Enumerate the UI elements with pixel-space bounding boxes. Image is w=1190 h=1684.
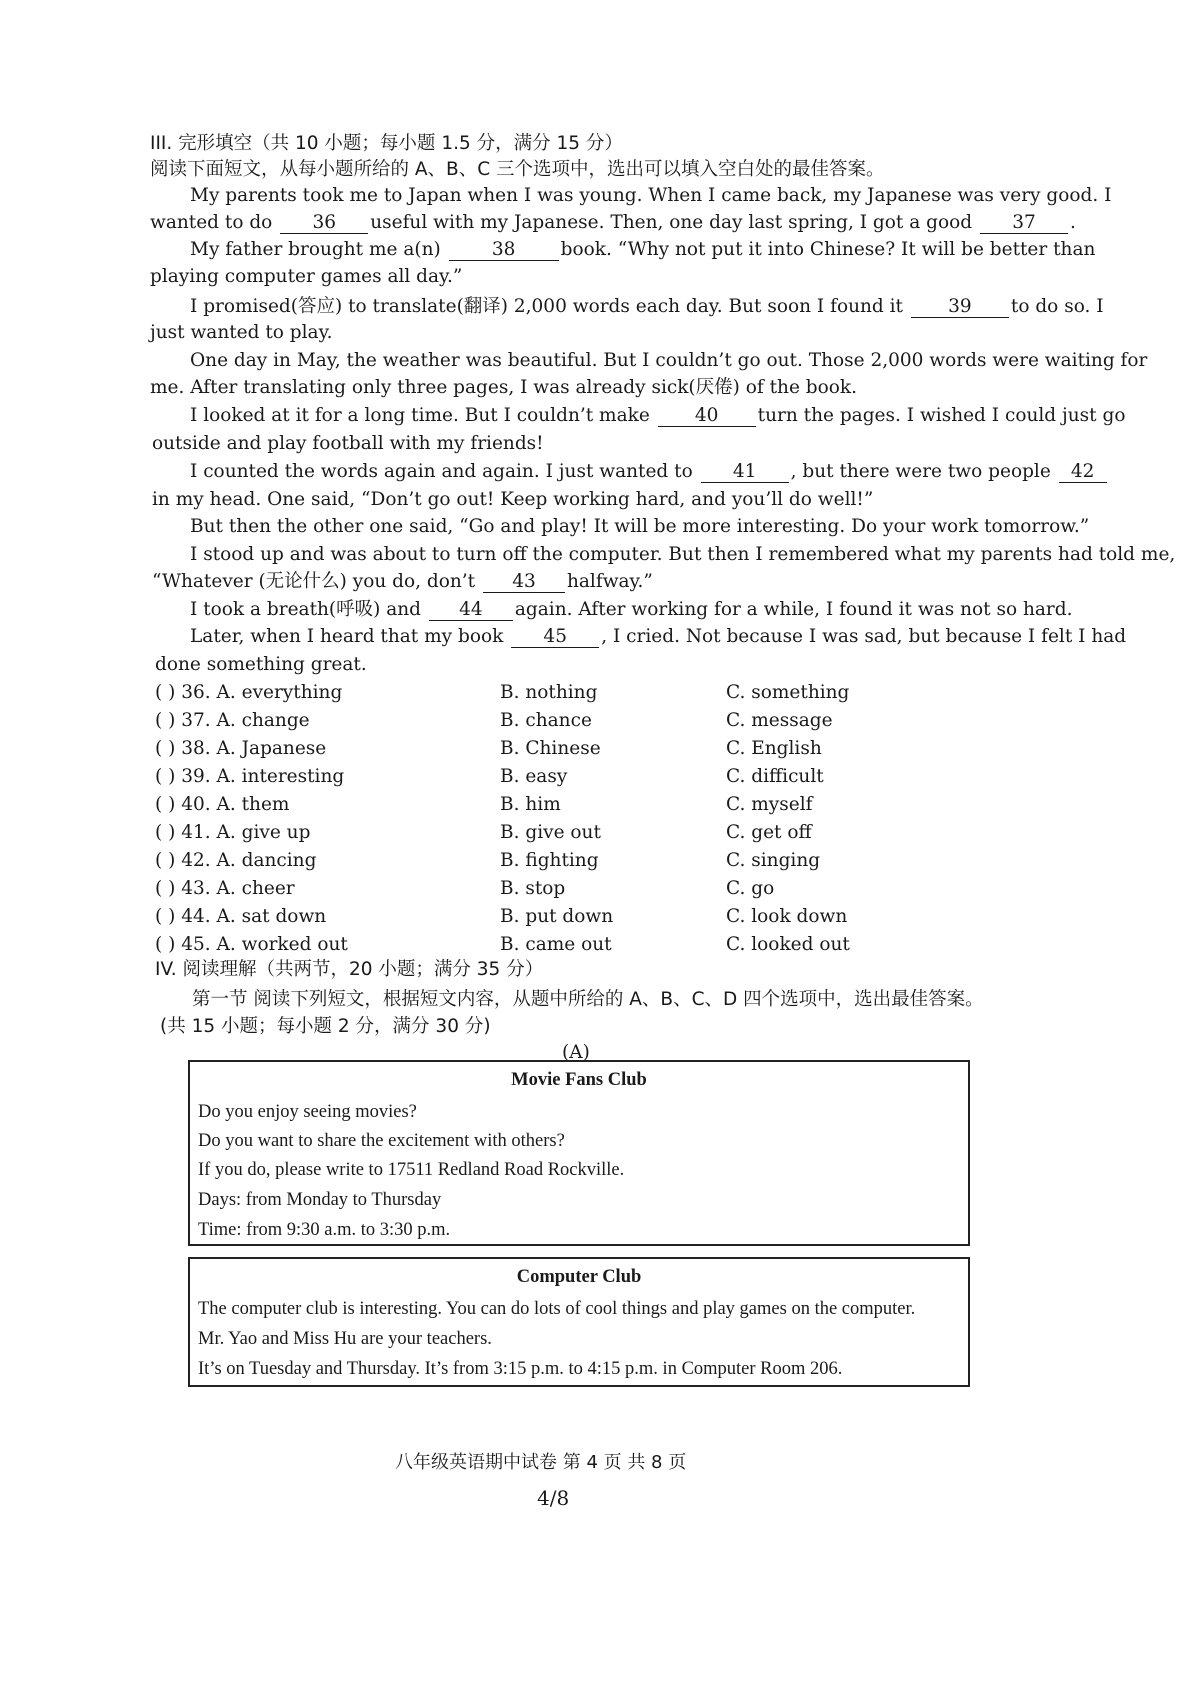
blank-43[interactable]: 43 [483, 572, 565, 593]
passage-text: I looked at it for a long time. But I couldn’t make [190, 405, 650, 426]
passage-text: useful with my Japanese. Then, one day last spring, I got a good [370, 212, 973, 233]
option-q42-c[interactable]: C. singing [726, 850, 821, 871]
passage-text: , I cried. Not because I was sad, but because I felt I had [601, 626, 1127, 647]
passage-text: I counted the words again and again. I just wanted to [190, 461, 693, 482]
blank-40[interactable]: 40 [658, 406, 756, 427]
passage-line: I stood up and was about to turn off the computer. But then I remembered what my parents had told me, [190, 544, 1176, 565]
passage-line: me. After translating only three pages, I was already sick(厌倦) of the book. [150, 377, 858, 398]
computer-club-box [188, 1257, 970, 1387]
box-line: Do you enjoy seeing movies? [198, 1102, 417, 1122]
option-q38-c[interactable]: C. English [726, 738, 822, 759]
option-q45-b[interactable]: B. came out [500, 934, 612, 955]
option-q43-b[interactable]: B. stop [500, 878, 566, 899]
box-line: Days: from Monday to Thursday [198, 1190, 442, 1210]
passage-line: One day in May, the weather was beautiful. But I couldn’t go out. Those 2,000 words were waiting for [190, 350, 1148, 371]
passage-line: But then the other one said, “Go and play! It will be more interesting. Do your work tomorrow.” [190, 516, 1090, 537]
passage-line: just wanted to play. [150, 322, 333, 343]
passage-text: “Whatever (无论什么) you do, don’t [152, 571, 476, 592]
option-q37-b[interactable]: B. chance [500, 710, 592, 731]
passage-line: playing computer games all day.” [150, 266, 463, 287]
option-q44-b[interactable]: B. put down [500, 906, 614, 927]
option-q44-a[interactable]: ( ) 44. A. sat down [155, 906, 327, 927]
option-q41-b[interactable]: B. give out [500, 822, 601, 843]
blank-44[interactable]: 44 [429, 600, 513, 621]
passage-line [190, 404, 1125, 428]
passage-text: wanted to do [150, 212, 273, 233]
section4-subheading-cont: (共 15 小题；每小题 2 分，满分 30 分) [160, 1016, 491, 1037]
passage-line [190, 625, 1126, 649]
box-line: The computer club is interesting. You can do lots of cool things and play games on the computer. [198, 1299, 916, 1319]
option-q39-c[interactable]: C. difficult [726, 766, 824, 787]
option-q38-a[interactable]: ( ) 38. A. Japanese [155, 738, 327, 759]
option-q40-b[interactable]: B. him [500, 794, 561, 815]
option-q37-c[interactable]: C. message [726, 710, 833, 731]
option-q36-b[interactable]: B. nothing [500, 682, 598, 703]
option-q40-c[interactable]: C. myself [726, 794, 813, 815]
exam-footer: 八年级英语期中试卷 第 4 页 共 8 页 [395, 1452, 687, 1473]
box-line: Mr. Yao and Miss Hu are your teachers. [198, 1329, 492, 1349]
blank-36[interactable]: 36 [280, 213, 368, 234]
passage-text: I took a breath(呼吸) and [190, 599, 422, 620]
box-title: Computer Club [516, 1267, 642, 1287]
passage-line: outside and play football with my friends! [152, 433, 544, 454]
passage-text: , but there were two people [790, 461, 1051, 482]
option-q45-a[interactable]: ( ) 45. A. worked out [155, 934, 348, 955]
passage-text: turn the pages. I wished I could just go [757, 405, 1126, 426]
blank-42[interactable]: 42 [1059, 462, 1107, 483]
section3-instruction: 阅读下面短文，从每小题所给的 A、B、C 三个选项中，选出可以填入空白处的最佳答案。 [150, 159, 885, 180]
option-q39-a[interactable]: ( ) 39. A. interesting [155, 766, 345, 787]
option-q42-b[interactable]: B. fighting [500, 850, 599, 871]
box-line: If you do, please write to 17511 Redland Road Rockville. [198, 1160, 625, 1180]
passage-label-a: (A) [562, 1042, 590, 1063]
passage-line: done something great. [155, 654, 367, 675]
passage-line [152, 570, 653, 594]
option-q44-c[interactable]: C. look down [726, 906, 848, 927]
option-q43-c[interactable]: C. go [726, 878, 775, 899]
section4-subheading: 第一节 阅读下列短文，根据短文内容，从题中所给的 A、B、C、D 四个选项中，选出最佳答案。 [192, 989, 984, 1010]
blank-45[interactable]: 45 [511, 627, 599, 648]
option-q36-c[interactable]: C. something [726, 682, 850, 703]
passage-line [190, 238, 1095, 262]
blank-38[interactable]: 38 [449, 240, 559, 261]
option-q43-a[interactable]: ( ) 43. A. cheer [155, 878, 295, 899]
option-q42-a[interactable]: ( ) 42. A. dancing [155, 850, 317, 871]
passage-line [190, 460, 1109, 484]
passage-line: in my head. One said, “Don’t go out! Keep working hard, and you’ll do well!” [152, 489, 874, 510]
option-q37-a[interactable]: ( ) 37. A. change [155, 710, 310, 731]
box-line: Do you want to share the excitement with others? [198, 1131, 565, 1151]
section4-heading: IV. 阅读理解（共两节，20 小题；满分 35 分） [155, 959, 544, 980]
passage-text: I promised(答应) to translate(翻译) 2,000 words each day. But soon I found it [190, 296, 903, 317]
box-line: It’s on Tuesday and Thursday. It’s from 3:15 p.m. to 4:15 p.m. in Computer Room 206. [198, 1359, 843, 1379]
box-line: Time: from 9:30 a.m. to 3:30 p.m. [198, 1220, 451, 1240]
blank-37[interactable]: 37 [980, 213, 1068, 234]
section3-heading: III. 完形填空（共 10 小题；每小题 1.5 分，满分 15 分） [150, 133, 623, 154]
passage-text: My father brought me a(n) [190, 239, 441, 260]
option-q40-a[interactable]: ( ) 40. A. them [155, 794, 290, 815]
passage-text: halfway.” [566, 571, 653, 592]
blank-41[interactable]: 41 [701, 462, 789, 483]
passage-line [150, 211, 1076, 235]
movie-fans-club-box [188, 1060, 970, 1246]
option-q38-b[interactable]: B. Chinese [500, 738, 601, 759]
passage-line [190, 295, 1104, 319]
passage-line [190, 598, 1072, 622]
option-q41-a[interactable]: ( ) 41. A. give up [155, 822, 311, 843]
blank-39[interactable]: 39 [911, 297, 1009, 318]
option-q45-c[interactable]: C. looked out [726, 934, 850, 955]
box-title: Movie Fans Club [511, 1070, 647, 1090]
page-number: 4/8 [537, 1486, 570, 1510]
option-q39-b[interactable]: B. easy [500, 766, 568, 787]
option-q41-c[interactable]: C. get off [726, 822, 812, 843]
passage-text: again. After working for a while, I found it was not so hard. [514, 599, 1073, 620]
passage-text: Later, when I heard that my book [190, 626, 504, 647]
option-q36-a[interactable]: ( ) 36. A. everything [155, 682, 343, 703]
passage-text: . [1069, 212, 1076, 233]
passage-text: book. “Why not put it into Chinese? It will be better than [560, 239, 1096, 260]
passage-line: My parents took me to Japan when I was young. When I came back, my Japanese was very good. I [190, 185, 1112, 206]
passage-text: to do so. I [1010, 296, 1104, 317]
